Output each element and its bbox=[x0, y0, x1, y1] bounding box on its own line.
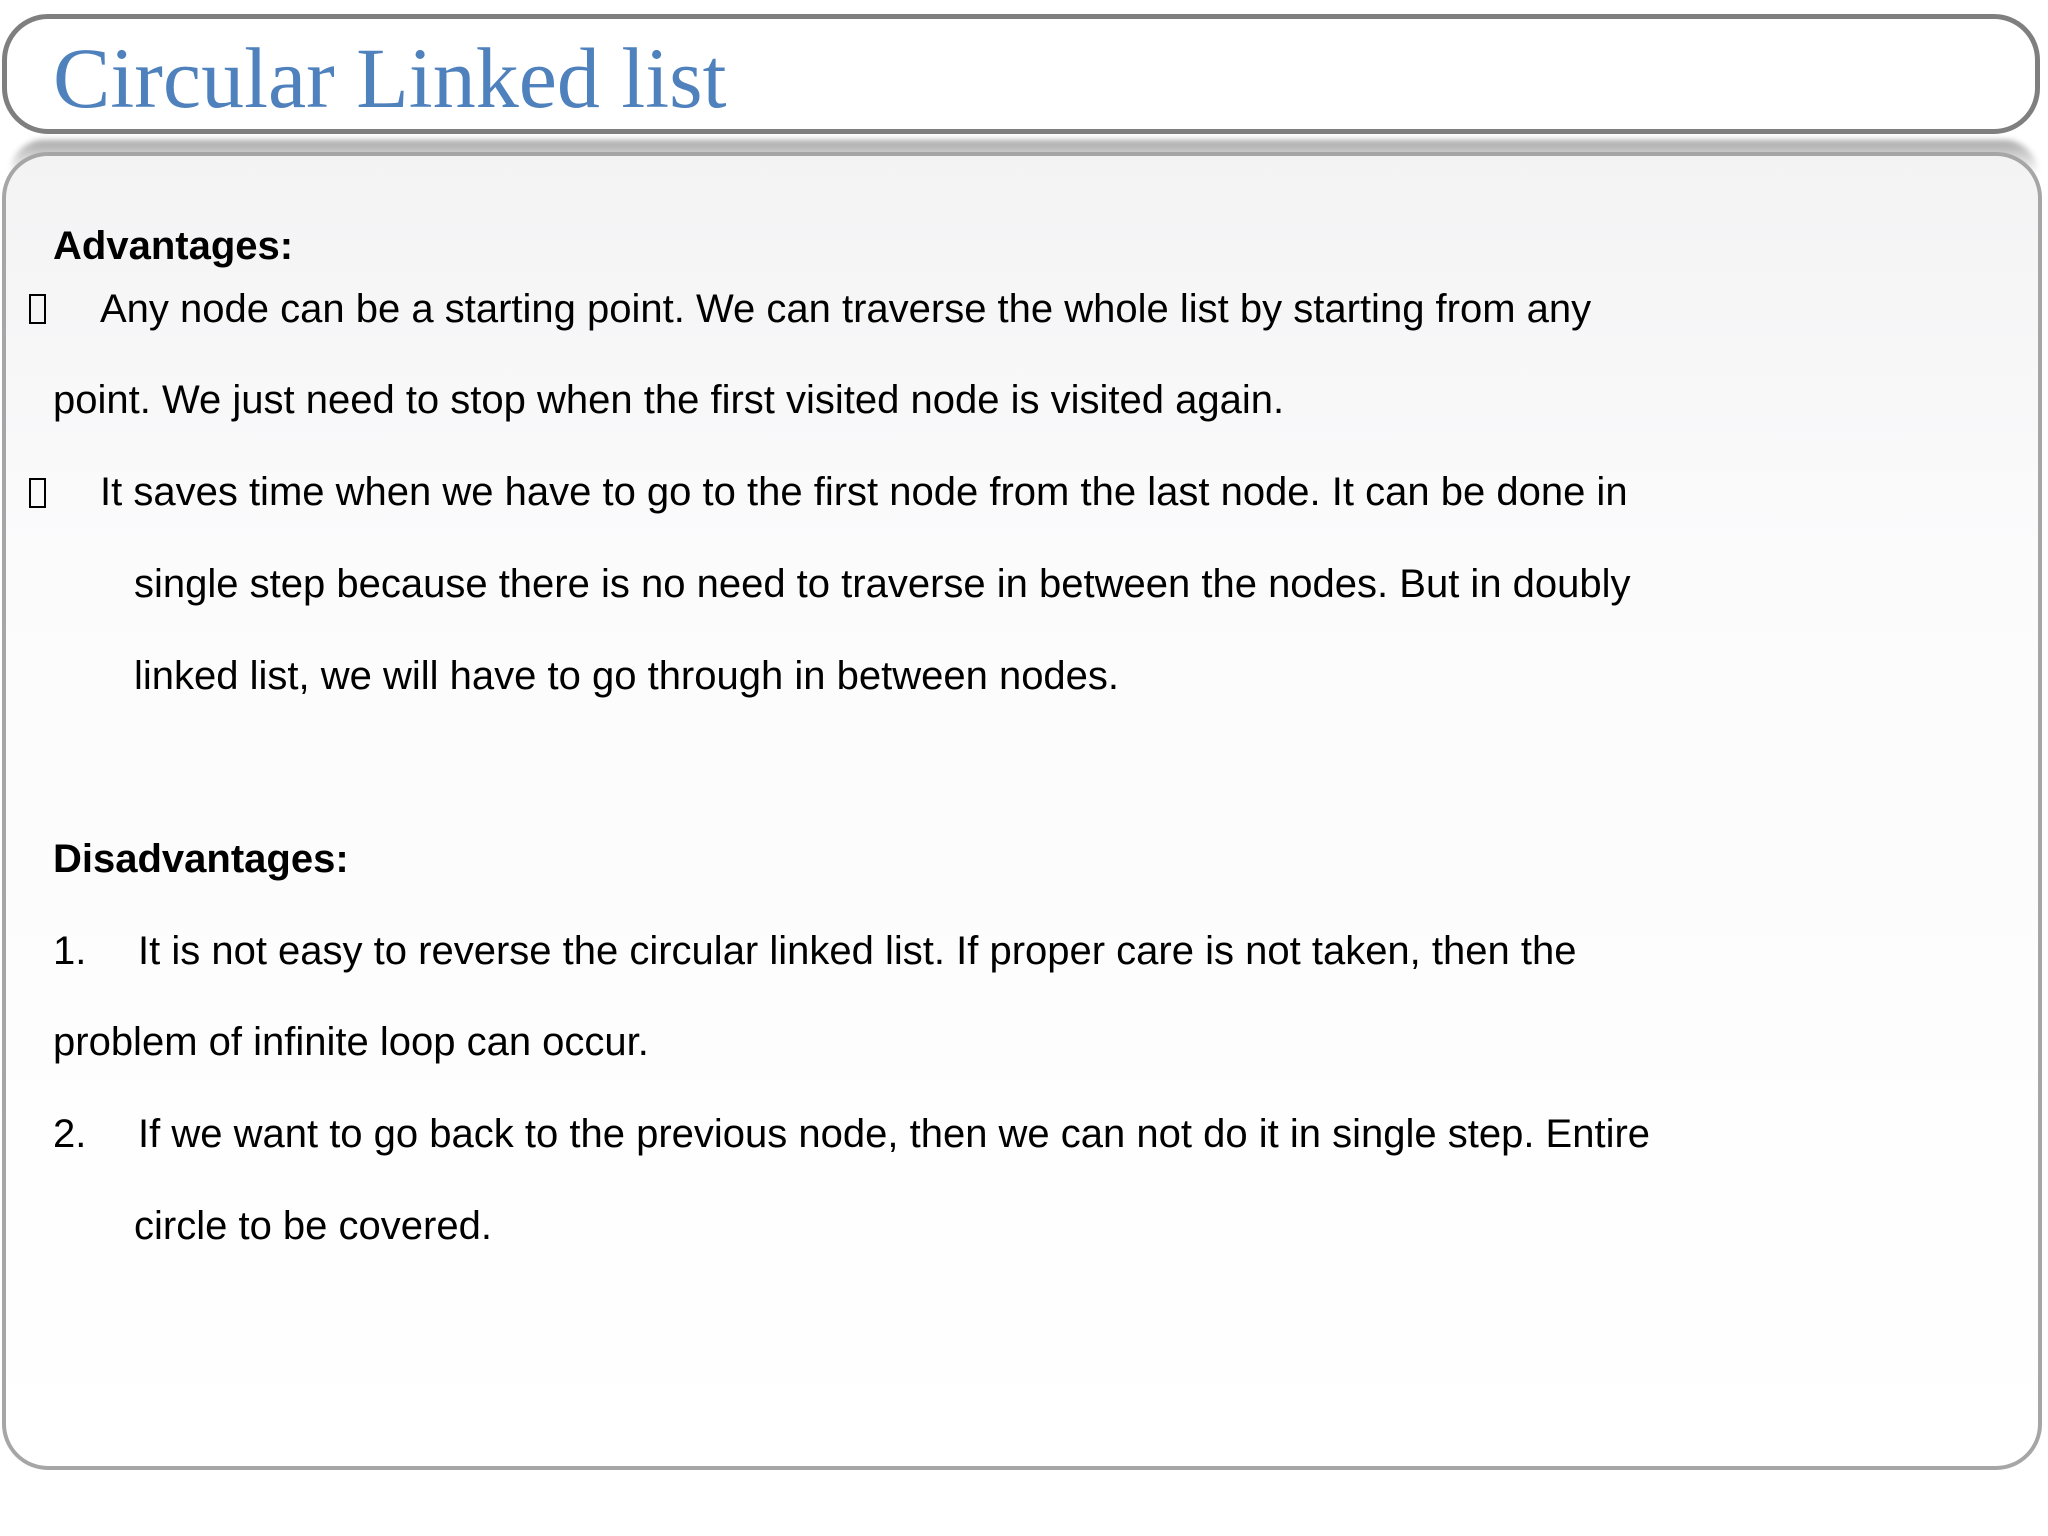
advantage-2-line-1: It saves time when we have to go to the first node from the last node. It can be done in bbox=[100, 470, 1628, 514]
disadvantage-1-line-1: It is not easy to reverse the circular linked list. If proper care is not taken, then the bbox=[138, 929, 1577, 973]
advantage-1-line-2: point. We just need to stop when the first visited node is visited again. bbox=[53, 378, 1285, 422]
disadvantage-1-line-2: problem of infinite loop can occur. bbox=[53, 1020, 649, 1064]
disadvantages-heading: Disadvantages: bbox=[53, 837, 349, 881]
disadvantage-2-line-2: circle to be covered. bbox=[134, 1204, 492, 1248]
advantage-2-line-2: single step because there is no need to traverse in between the nodes. But in doubly bbox=[134, 562, 1631, 606]
advantages-heading: Advantages: bbox=[53, 224, 294, 268]
square-bullet-icon bbox=[29, 478, 46, 508]
disadvantage-2-line-1: If we want to go back to the previous node, then we can not do it in single step. Entire bbox=[138, 1112, 1651, 1156]
advantage-2-line-3: linked list, we will have to go through in between nodes. bbox=[134, 654, 1120, 698]
slide-title: Circular Linked list bbox=[53, 30, 727, 126]
square-bullet-icon bbox=[29, 294, 46, 324]
body-frame bbox=[2, 152, 2042, 1470]
advantage-1-line-1: Any node can be a starting point. We can traverse the whole list by starting from any bbox=[100, 287, 1592, 331]
disadvantage-2-number: 2. bbox=[53, 1112, 87, 1156]
disadvantage-1-number: 1. bbox=[53, 929, 87, 973]
